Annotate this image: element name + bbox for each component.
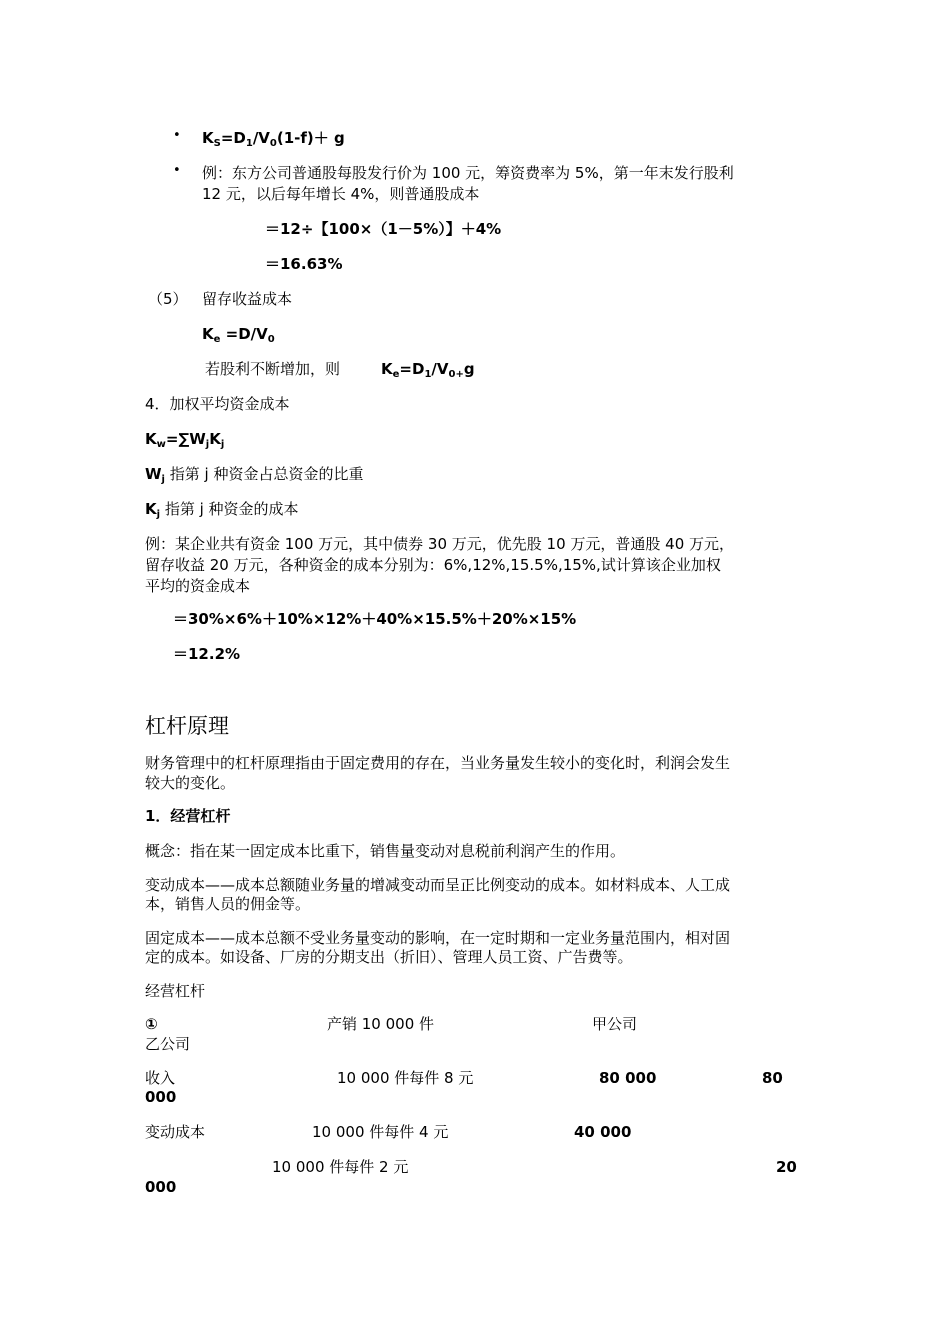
bullet-dot: • [173,163,181,178]
table-r2-c4a: 80 [762,1069,783,1087]
table-r3-c2: 10 000 件每件 4 元 [312,1123,449,1141]
table-r4-c4a: 20 [776,1158,797,1176]
formula-ke2: $K_e=D_1/V_{0+}g$ [381,360,475,380]
table-r2-c2: 10 000 件每件 8 元 [337,1069,474,1087]
op-leverage-label: 经营杠杆 [145,982,206,1000]
variable-cost-line2: 本，销售人员的佣金等。 [145,895,311,913]
table-r3-c1: 变动成本 [145,1123,206,1141]
example2-line1: 例：某企业共有资金 100 万元，其中债券 30 万元，优先股 10 万元，普通股 40 万元， [145,535,735,553]
formula-ks: $K_S=D_1/V_0(1-f)+ g$ [202,129,345,149]
leverage-intro-line2: 较大的变化。 [145,774,236,792]
section5-num: （5） [148,290,188,308]
table-r1-c3: 甲公司 [592,1015,638,1033]
table-r2-c3: 80 000 [599,1069,657,1087]
table-r2-c4b: 000 [145,1088,177,1106]
example2-line2: 留存收益 20 万元，各种资金的成本分别为：6%,12%,15.5%,15%,试计算该企业加权 [145,556,721,574]
example1-line1: 例：东方公司普通股每股发行价为 100 元，筹资费率为 5%，第一年末发行股利 [202,164,734,182]
example1-calc2: ＝16.63% [265,255,343,273]
heading-leverage: 杠杆原理 [145,714,229,738]
fixed-cost-line2: 定的成本。如设备、厂房的分期支出（折旧）、管理人员工资、广告费等。 [145,948,633,966]
table-r1-c4: 乙公司 [145,1035,191,1053]
example1-calc1: ＝12÷【100×（1－5%）】＋4% [265,220,502,238]
table-r1-c1: ① [145,1015,158,1033]
section5-title: 留存收益成本 [202,290,293,308]
table-r1-c2: 产销 10 000 件 [327,1015,435,1033]
example2-line3: 平均的资金成本 [145,577,251,595]
variable-cost-line1: 变动成本——成本总额随业务量的增减变动而呈正比例变动的成本。如材料成本、人工成 [145,876,731,894]
table-r2-c1: 收入 [145,1069,176,1087]
formula-kw: $K_w=\sum W_jK_j$ [145,430,225,450]
leverage-intro-line1: 财务管理中的杠杆原理指由于固定费用的存在，当业务量发生较小的变化时，利润会发生 [145,754,731,772]
kj-definition: $K_j$ 指第 j 种资金的成本 [145,500,299,520]
table-r4-c2: 10 000 件每件 2 元 [272,1158,409,1176]
op-leverage-title: 1．经营杠杆 [145,807,231,825]
concept-line: 概念：指在某一固定成本比重下，销售量变动对息税前利润产生的作用。 [145,842,626,860]
table-r4-c4b: 000 [145,1178,177,1196]
formula-ke: $K_e =D/V_0$ [202,325,275,345]
table-r3-c3: 40 000 [574,1123,632,1141]
bullet-dot: • [173,128,181,143]
wj-definition: $W_j$ 指第 j 种资金占总资金的比重 [145,465,364,485]
example2-calc2: ＝12.2% [173,645,241,663]
section4-title: 4．加权平均资金成本 [145,395,290,413]
example1-line2: 12 元，以后每年增长 4%，则普通股成本 [202,185,480,203]
fixed-cost-line1: 固定成本——成本总额不受业务量变动的影响，在一定时期和一定业务量范围内，相对固 [145,929,731,947]
example2-calc1: ＝30%×6%＋10%×12%＋40%×15.5%＋20%×15% [173,610,577,628]
formula-ke2-text: 若股利不断增加，则 [205,360,341,378]
